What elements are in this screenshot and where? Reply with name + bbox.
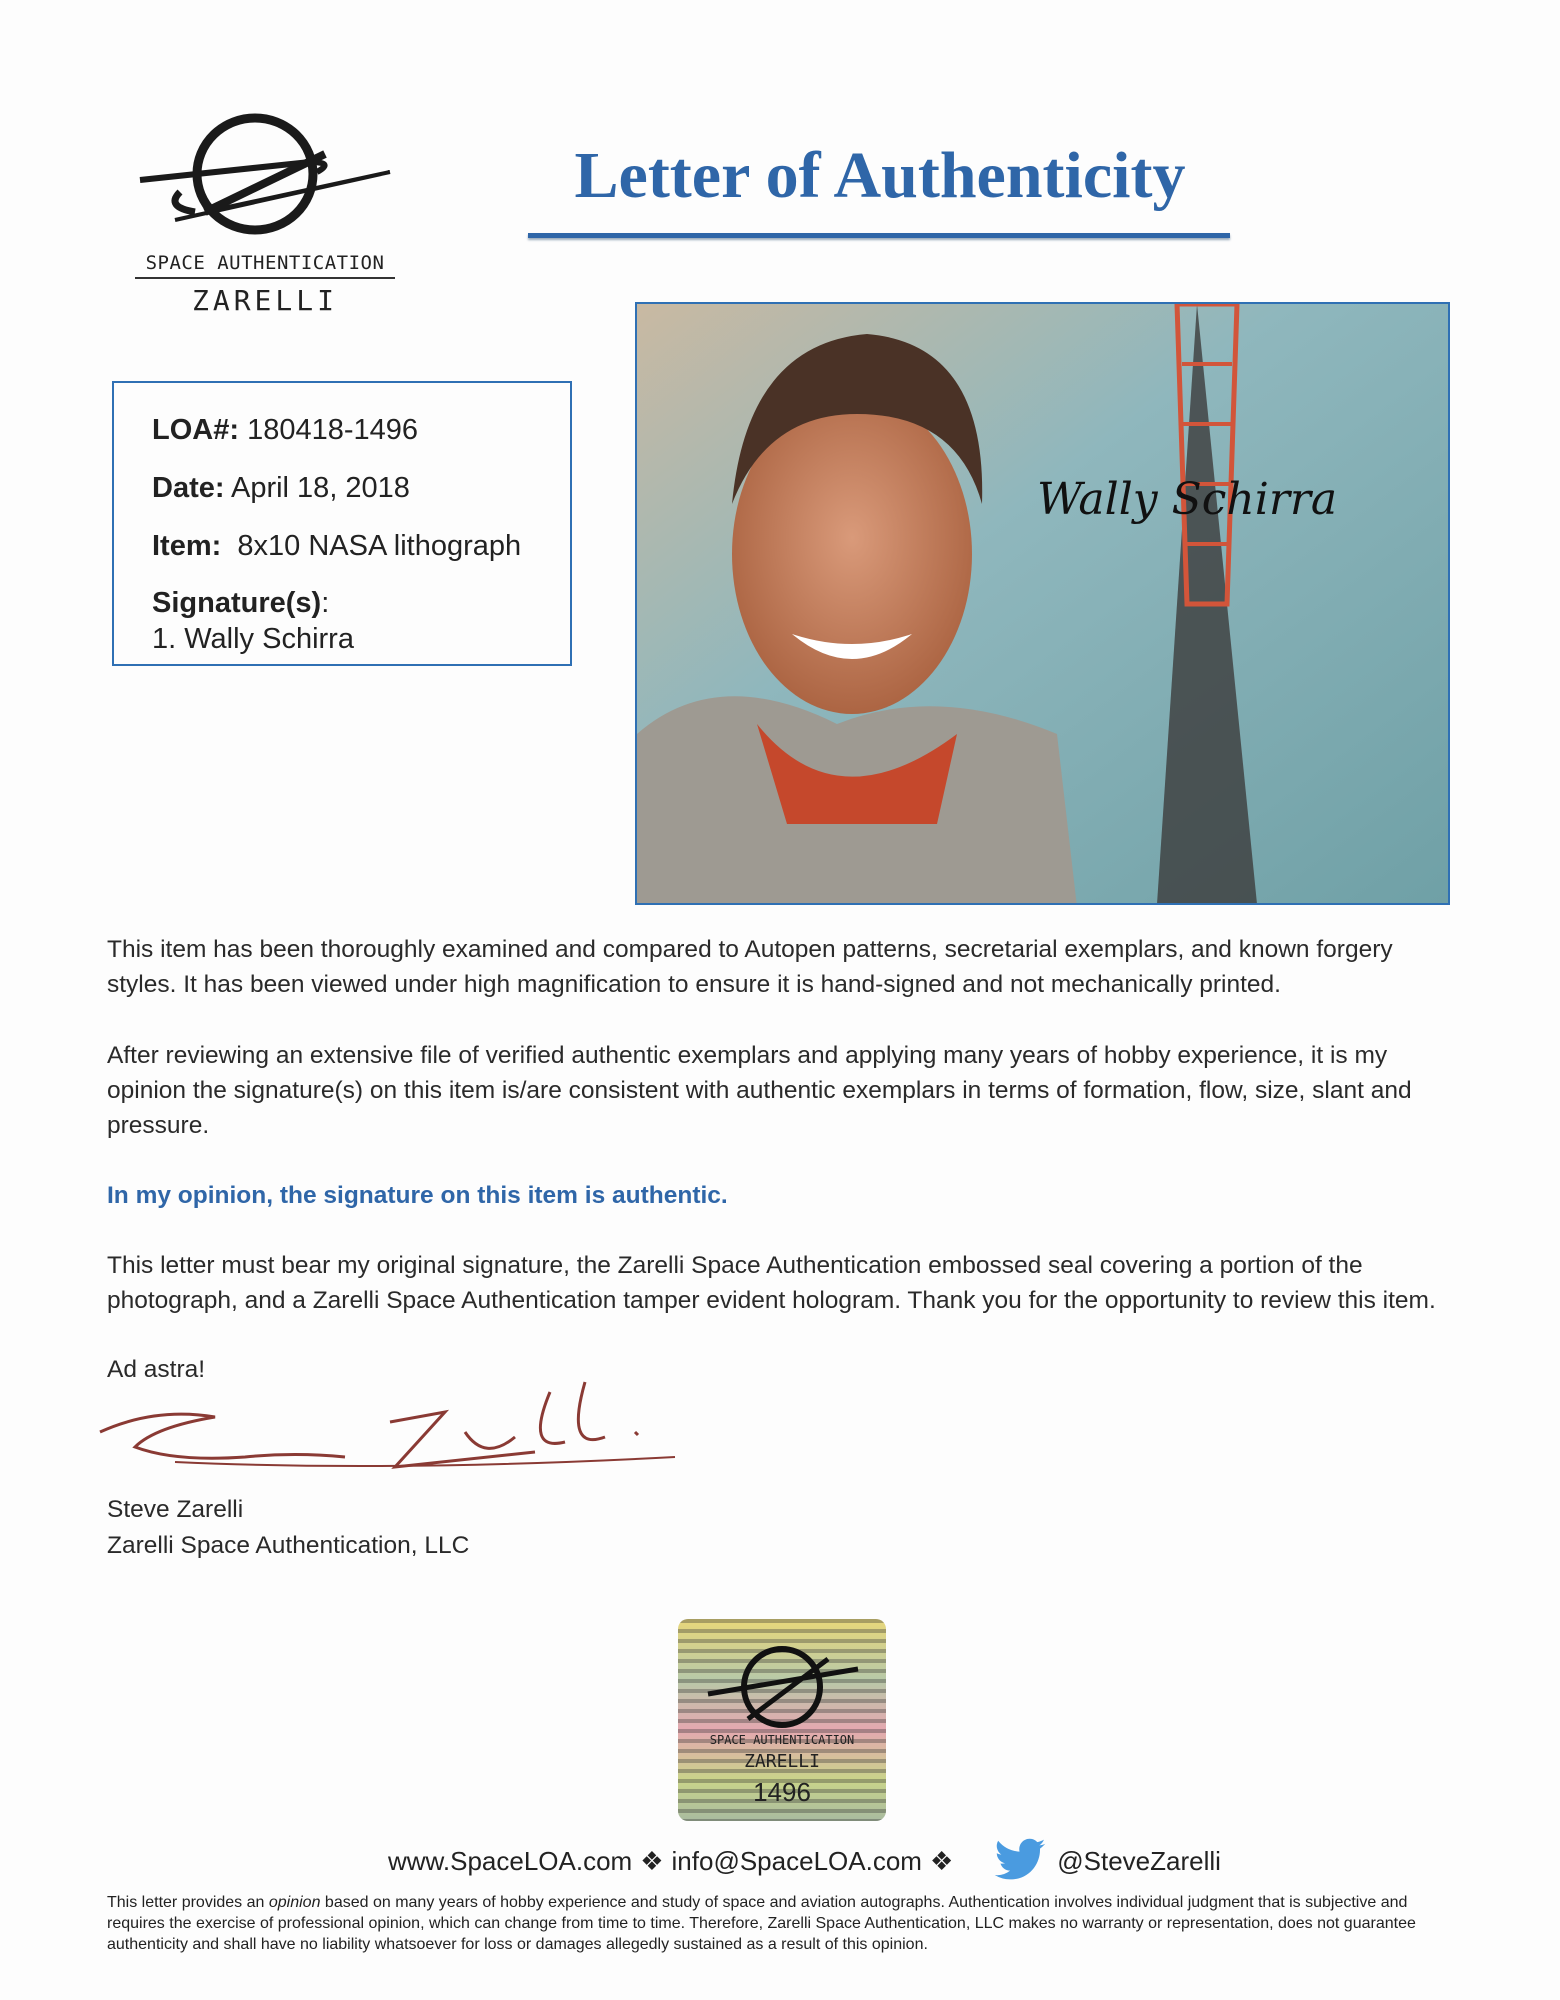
signatures-label: Signature(s) [152,587,322,619]
opinion-paragraph: After reviewing an extensive file of verified authentic exemplars and applying many years of hobby experience, it is my opinion the signature(s) on this item is/are consistent with authentic exemplars in terms of formation, flow, size, slant and pressure. [107,1042,1412,1139]
footer-contact [388,1838,1221,1884]
hologram-tagline: SPACE AUTHENTICATION [709,1733,855,1747]
photo-autograph: Wally Schirra [1037,474,1338,525]
signer-name: Steve Zarelli [107,1496,244,1523]
signatures-colon: : [321,587,330,619]
requirements-paragraph: This letter must bear my original signature, the Zarelli Space Authentication embossed seal covering a portion of the photograph, and a Zarelli Space Authentication tamper evident hologram. Thank you for the opportunity to review this item. [107,1252,1436,1314]
hologram-number: 1496 [753,1777,811,1807]
loa-number-row [152,401,570,459]
logo-name: ZARELLI [191,284,338,317]
separator-icon: ❖ [929,1845,954,1876]
email-link[interactable]: info@SpaceLOA.com [671,1845,922,1876]
authentic-statement: In my opinion, the signature on this item is authentic. [107,1182,728,1209]
space-authentication-logo-icon [135,112,395,247]
twitter-bird-icon [991,1838,1049,1884]
examination-paragraph: This item has been thoroughly examined and compared to Autopen patterns, secretarial exemplars, and known forgery styles. It has been viewed under high magnification to ensure it is hand-signed and not mechanically printed. [107,936,1393,998]
item-label: Item: [152,530,222,562]
disclaimer-emphasis: opinion [268,1894,321,1911]
signer-company: Zarelli Space Authentication, LLC [107,1532,470,1559]
signature-item: 1. Wally Schirra [152,623,354,655]
astronaut-photo-image [637,304,1450,905]
website-link[interactable]: www.SpaceLOA.com [388,1845,633,1876]
date-row [152,459,570,517]
loa-value: 180418-1496 [247,414,419,446]
signatures-row [152,585,570,621]
disclaimer-text: based on many years of hobby experience and study of space and aviation autographs. Authentication involves individual judgment that is subjective and requires the exercise of professional opinion, which can change from time to time. Therefore, Zarelli Space Authentication, LLC makes no warranty or representation, does not guarantee authenticity and shall have no liability whatsoever for loss or damages allegedly sustained as a result of this opinion. [107,1894,1416,1953]
loa-details-box [112,381,572,666]
page-title: Letter of Authenticity [574,139,1186,212]
item-row [152,517,570,575]
date-value: April 18, 2018 [230,472,410,504]
title-underline [528,233,1230,238]
handwritten-signature [95,1372,685,1482]
loa-label: LOA#: [152,414,239,446]
twitter-handle-link[interactable]: @SteveZarelli [1057,1845,1221,1876]
disclaimer-text: This letter provides an [107,1894,269,1911]
hologram-seal [678,1619,886,1821]
date-label: Date: [152,472,225,504]
hologram-name: ZARELLI [744,1751,820,1772]
item-value: 8x10 NASA lithograph [237,530,522,562]
separator-icon: ❖ [640,1845,664,1876]
hologram-image [678,1619,886,1821]
closing: Ad astra! [107,1356,206,1383]
disclaimer [107,1892,1447,1955]
autographed-photo [635,302,1450,905]
logo-tagline: SPACE AUTHENTICATION [135,252,395,279]
